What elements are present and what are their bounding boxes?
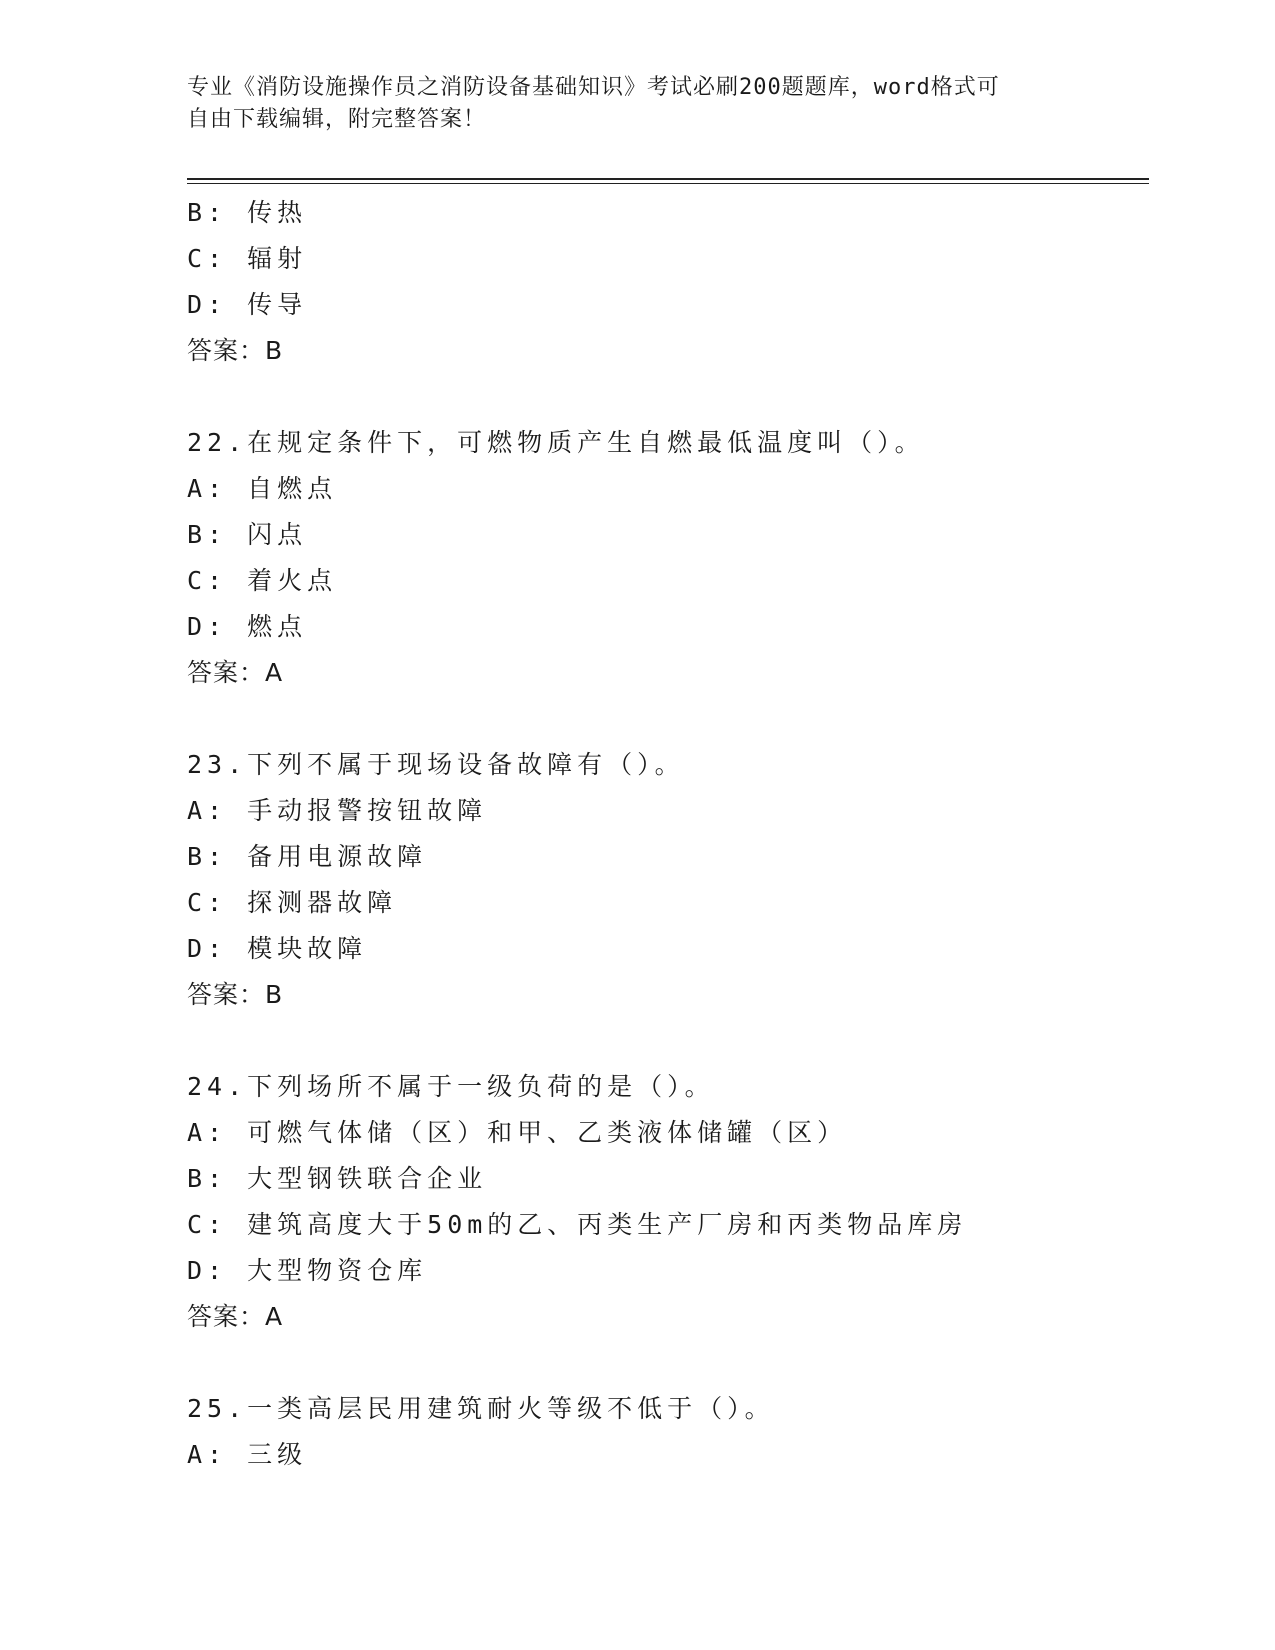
question-text: 23.下列不属于现场设备故障有（）。 — [187, 750, 685, 779]
document-header — [187, 72, 1067, 136]
option-c: C: 辐射 — [187, 244, 308, 273]
option-b: B: 闪点 — [187, 520, 308, 549]
option-d: D: 传导 — [187, 290, 308, 319]
option-c: C: 建筑高度大于50m的乙、丙类生产厂房和丙类物品库房 — [187, 1210, 968, 1239]
option-a: A: 三级 — [187, 1440, 308, 1469]
question-text: 22.在规定条件下，可燃物质产生自燃最低温度叫（）。 — [187, 428, 925, 457]
option-b: B: 备用电源故障 — [187, 842, 428, 871]
header-divider-thin — [187, 183, 1149, 184]
answer-line: 答案：B — [187, 980, 284, 1009]
answer-line: 答案：B — [187, 336, 284, 365]
question-block-previous — [187, 190, 1149, 374]
question-block-25 — [187, 1386, 1149, 1478]
option-a: A: 手动报警按钮故障 — [187, 796, 488, 825]
option-a: A: 自燃点 — [187, 474, 338, 503]
question-text: 24.下列场所不属于一级负荷的是（）。 — [187, 1072, 715, 1101]
question-text: 25.一类高层民用建筑耐火等级不低于（）。 — [187, 1394, 775, 1423]
option-a: A: 可燃气体储（区）和甲、乙类液体储罐（区） — [187, 1118, 848, 1147]
question-block-22 — [187, 420, 1149, 696]
answer-line: 答案：A — [187, 658, 284, 687]
option-b: B: 大型钢铁联合企业 — [187, 1164, 488, 1193]
option-c: C: 着火点 — [187, 566, 338, 595]
question-block-23 — [187, 742, 1149, 1018]
option-c: C: 探测器故障 — [187, 888, 398, 917]
question-list — [187, 190, 1149, 1478]
option-d: D: 大型物资仓库 — [187, 1256, 428, 1285]
option-d: D: 模块故障 — [187, 934, 368, 963]
question-block-24 — [187, 1064, 1149, 1340]
option-d: D: 燃点 — [187, 612, 308, 641]
header-title-line-1: 专业《消防设施操作员之消防设备基础知识》考试必刷200题题库，word格式可 — [187, 75, 1000, 100]
option-b: B: 传热 — [187, 198, 308, 227]
header-divider-thick — [187, 178, 1149, 180]
answer-line: 答案：A — [187, 1302, 284, 1331]
header-title-line-2: 自由下载编辑，附完整答案！ — [187, 107, 487, 132]
